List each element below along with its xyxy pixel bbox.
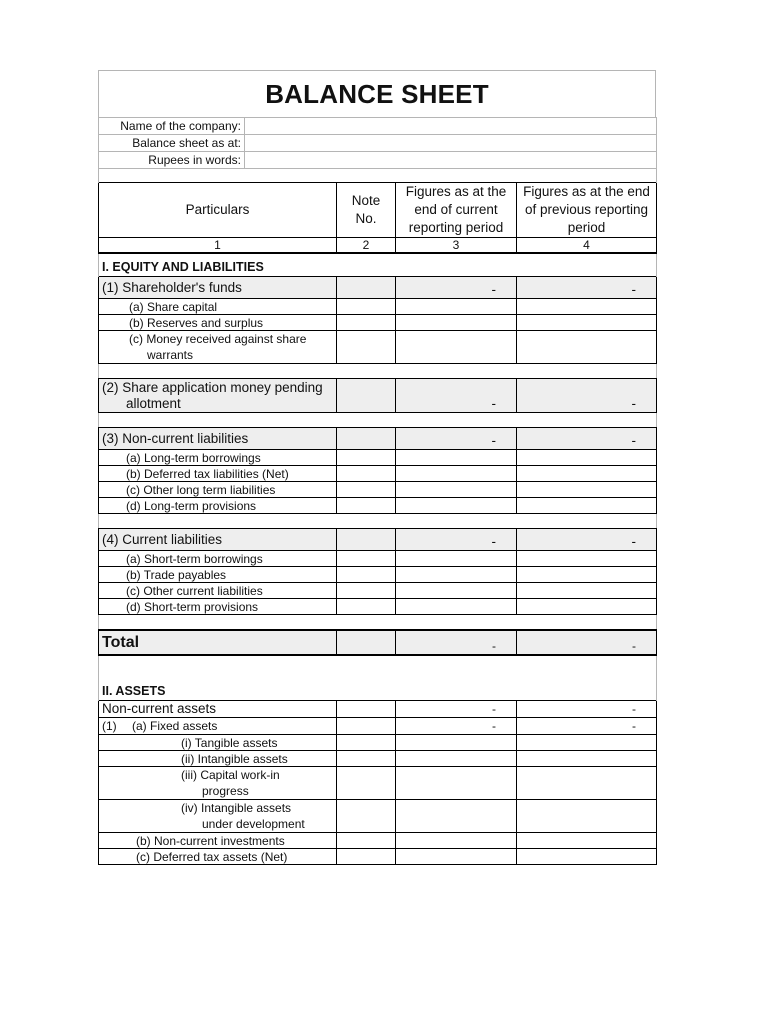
group-label-line2: allotment [126,395,181,411]
row-label-text: (a) Fixed assets [132,719,218,733]
previous-cell[interactable] [517,450,657,466]
current-cell[interactable] [396,849,517,865]
current-cell[interactable] [396,583,517,599]
column-number-row [99,238,657,254]
note-cell[interactable] [337,751,396,767]
note-cell[interactable] [337,551,396,567]
note-cell[interactable] [337,450,396,466]
previous-cell[interactable] [517,567,657,583]
section-heading-row [99,678,657,701]
row-label: (c) Other long term liabilities [99,482,337,498]
row-label: (a) Long-term borrowings [99,450,337,466]
note-cell[interactable] [337,567,396,583]
current-cell[interactable] [396,450,517,466]
current-value: - [396,529,517,551]
table-row [99,482,657,498]
sheet-title: BALANCE SHEET [98,70,656,117]
previous-cell[interactable] [517,299,657,315]
row-label-line2: progress [202,784,249,798]
group-label: (4) Current liabilities [99,529,337,551]
table-row [99,800,657,833]
table-row [99,718,657,735]
previous-cell[interactable] [517,767,657,800]
current-cell[interactable] [396,466,517,482]
note-cell[interactable] [337,599,396,615]
previous-value: - [517,529,657,551]
note-cell[interactable] [337,718,396,735]
row-label-line2: under development [202,817,305,831]
note-cell[interactable] [337,849,396,865]
row-label [99,718,337,735]
previous-cell[interactable] [517,735,657,751]
table-row [99,315,657,331]
note-cell[interactable] [337,583,396,599]
col-header-particulars: Particulars [99,183,337,238]
note-cell[interactable] [337,315,396,331]
current-value: - [396,277,517,299]
table-row [99,849,657,865]
current-cell[interactable] [396,482,517,498]
row-label-line2: warrants [147,348,194,362]
table-row [99,599,657,615]
table-row [99,735,657,751]
rupees-words-label: Rupees in words: [99,152,245,169]
spacer-row [99,413,657,428]
group-label-line1: (2) Share application money pending [102,379,323,395]
previous-value: - [517,428,657,450]
row-label: (ii) Intangible assets [99,751,337,767]
section-heading-equity: I. EQUITY AND LIABILITIES [99,253,657,277]
previous-cell[interactable] [517,482,657,498]
row-label-line1: (c) Money received against share [129,332,307,346]
company-name-field[interactable] [245,118,657,135]
row-label: (d) Short-term provisions [99,599,337,615]
previous-cell[interactable] [517,800,657,833]
note-cell[interactable] [337,331,396,364]
row-label: (b) Reserves and surplus [99,315,337,331]
note-cell[interactable] [337,833,396,849]
note-cell[interactable] [337,466,396,482]
previous-cell[interactable] [517,751,657,767]
col-number-1: 1 [99,238,337,254]
row-label: (i) Tangible assets [99,735,337,751]
col-number-3: 3 [396,238,517,254]
note-cell[interactable] [337,800,396,833]
company-info-table [98,117,657,169]
group-row-share-application [99,379,657,413]
current-cell[interactable] [396,299,517,315]
previous-value: - [517,277,657,299]
current-cell[interactable] [396,551,517,567]
note-cell[interactable] [337,498,396,514]
previous-value: - [517,718,657,735]
previous-cell[interactable] [517,315,657,331]
row-label-line1: (iv) Intangible assets [181,801,292,815]
table-row [99,299,657,315]
note-cell[interactable] [337,299,396,315]
current-value: - [396,701,517,718]
col-header-current: Figures as at the end of current reporting period [396,183,517,238]
row-label: (b) Deferred tax liabilities (Net) [99,466,337,482]
row-label [99,767,337,800]
row-label: (a) Short-term borrowings [99,551,337,567]
row-label-line1: (iii) Capital work-in [181,768,280,782]
group-row-non-current-liabilities [99,428,657,450]
spacer-row [99,615,657,631]
row-label: (b) Non-current investments [99,833,337,849]
table-row [99,583,657,599]
previous-cell[interactable] [517,849,657,865]
current-cell[interactable] [396,331,517,364]
total-label: Total [99,630,337,655]
note-cell[interactable] [337,701,396,718]
header-row [99,183,657,238]
total-previous-value: - [517,630,657,655]
col-number-4: 4 [517,238,657,254]
spacer-row [99,169,657,183]
current-value: - [396,379,517,413]
group-row-non-current-assets [99,701,657,718]
group-label: (1) Shareholder's funds [99,277,337,299]
current-cell[interactable] [396,599,517,615]
note-cell[interactable] [337,630,396,655]
info-row-company [99,118,657,135]
balance-date-label: Balance sheet as at: [99,135,245,152]
row-label: (b) Trade payables [99,567,337,583]
note-cell[interactable] [337,277,396,299]
row-label [99,800,337,833]
col-number-2: 2 [337,238,396,254]
group-row-current-liabilities [99,529,657,551]
spacer-row [99,655,657,678]
row-label: (c) Deferred tax assets (Net) [99,849,337,865]
col-header-previous: Figures as at the end of previous reporting period [517,183,657,238]
current-cell[interactable] [396,751,517,767]
note-cell[interactable] [337,482,396,498]
section-heading-row [99,253,657,277]
current-cell[interactable] [396,498,517,514]
col-header-note: Note No. [337,183,396,238]
table-row [99,551,657,567]
table-row [99,498,657,514]
info-row-date [99,135,657,152]
row-label: (a) Share capital [99,299,337,315]
table-row [99,567,657,583]
previous-cell[interactable] [517,331,657,364]
previous-cell[interactable] [517,498,657,514]
group-label [99,379,337,413]
group-label: (3) Non-current liabilities [99,428,337,450]
balance-date-field[interactable] [245,135,657,152]
note-cell[interactable] [337,428,396,450]
info-row-words [99,152,657,169]
row-number: (1) [102,719,117,733]
balance-table [98,169,657,865]
previous-cell[interactable] [517,466,657,482]
previous-value: - [517,701,657,718]
table-row [99,331,657,364]
current-value: - [396,718,517,735]
spacer-row [99,364,657,379]
company-name-label: Name of the company: [99,118,245,135]
previous-cell[interactable] [517,583,657,599]
note-cell[interactable] [337,735,396,751]
current-cell[interactable] [396,567,517,583]
table-row [99,767,657,800]
table-row [99,751,657,767]
current-cell[interactable] [396,735,517,751]
note-cell[interactable] [337,529,396,551]
balance-sheet-form [98,70,656,865]
previous-value: - [517,379,657,413]
current-value: - [396,428,517,450]
row-label: (d) Long-term provisions [99,498,337,514]
group-row-shareholders-funds [99,277,657,299]
previous-cell[interactable] [517,833,657,849]
note-cell[interactable] [337,379,396,413]
table-row [99,833,657,849]
rupees-words-field[interactable] [245,152,657,169]
note-cell[interactable] [337,767,396,800]
total-current-value: - [396,630,517,655]
current-cell[interactable] [396,833,517,849]
total-row [99,630,657,655]
previous-cell[interactable] [517,599,657,615]
table-row [99,466,657,482]
group-label: Non-current assets [99,701,337,718]
table-row [99,450,657,466]
row-label [99,331,337,364]
previous-cell[interactable] [517,551,657,567]
row-label: (c) Other current liabilities [99,583,337,599]
spacer-row [99,514,657,529]
current-cell[interactable] [396,767,517,800]
section-heading-assets: II. ASSETS [99,678,657,701]
current-cell[interactable] [396,800,517,833]
current-cell[interactable] [396,315,517,331]
